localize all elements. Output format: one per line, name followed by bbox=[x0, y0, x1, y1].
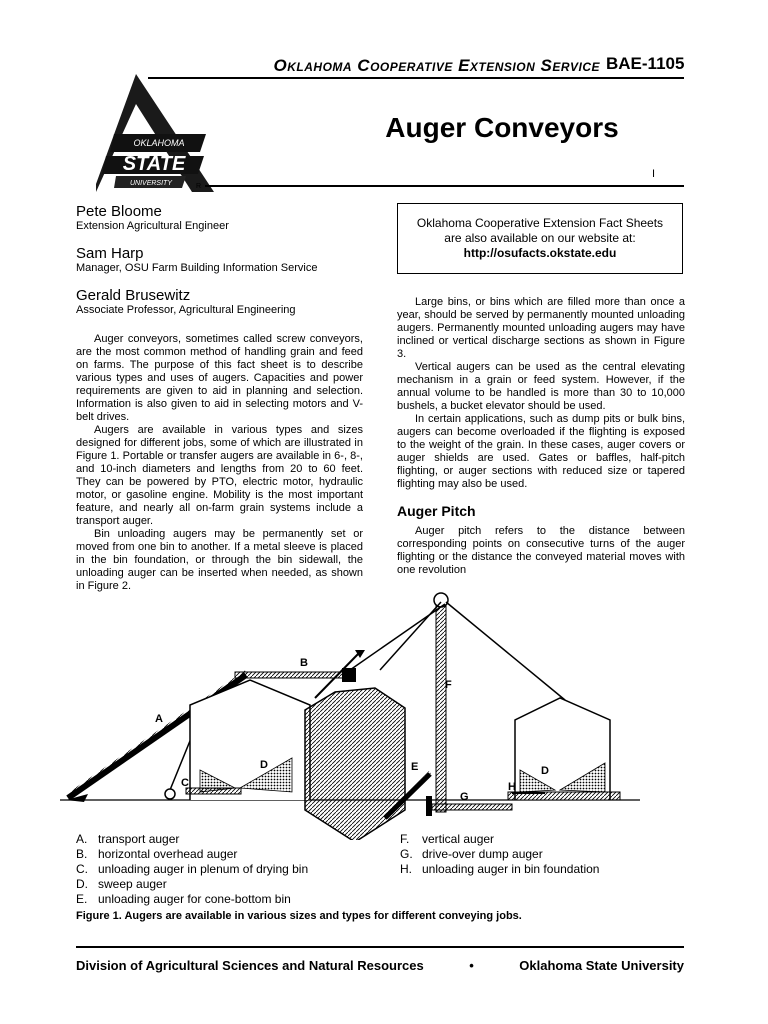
figure-label-e: E bbox=[411, 761, 419, 773]
right-column bbox=[397, 296, 685, 491]
left-paragraph-1: Auger conveyors, sometimes called screw conveyors, are the most common method of handling grain and feed on farms. The purpose of this fact sheet is to describe various types and uses of augers. Capacities and power requirements are given to aid in planning and selection. Information is also given to aid in selecting motors and V-belt drives. bbox=[76, 333, 363, 423]
logo-text-university: UNIVERSITY bbox=[129, 180, 173, 187]
right-paragraph-1: Large bins, or bins which are filled more than once a year, should be served by permanently mounted unloading augers. Permanently mounted unloading augers may have inclined or vertical discharge sections as shown in Figure 3. bbox=[397, 296, 685, 360]
legend-item: D. sweep auger bbox=[76, 877, 167, 891]
left-paragraph-2: Augers are available in various types and sizes designed for different jobs, some of which are illustrated in Figure 1. Portable or transfer augers are available in 6-, 8-, and 10-inch diameters and lengths from 20 to 60 feet. They can be powered by PTO, electric motor, hydraulic motor, or gasoline engine. Mobility is the most important feature, and nearly all on-farm grain systems include a transport auger. bbox=[76, 424, 363, 527]
osu-logo bbox=[96, 74, 214, 194]
author-role-1: Extension Agricultural Engineer bbox=[76, 220, 229, 232]
footer-rule bbox=[76, 946, 684, 948]
section-text: Auger pitch refers to the distance between corresponding points on consecutive turns of the auger flighting or the distance the conveyed material moves with one revolution bbox=[397, 525, 685, 576]
legend-item: E. unloading auger for cone-bottom bin bbox=[76, 892, 291, 906]
right-paragraph-2: Vertical augers can be used as the central elevating mechanism in a grain or feed system. However, if the annual volume to be handled is more than 30 to 10,000 bushels, a bucket elevator should be used. bbox=[397, 361, 685, 412]
legend-item: C. unloading auger in plenum of drying bin bbox=[76, 862, 309, 876]
figure-caption: Figure 1. Augers are available in various sizes and types for different conveying jobs. bbox=[76, 910, 522, 922]
header-rule bbox=[148, 77, 684, 79]
author-name-1: Pete Bloome bbox=[76, 203, 162, 220]
figure-label-h: H bbox=[508, 781, 516, 793]
left-paragraph-3: Bin unloading augers may be permanently set or moved from one bin to another. If a metal sleeve is placed in the bin foundation, or through the bin sidewall, the unloading auger can be inserted when needed, as shown in Figure 2. bbox=[76, 528, 363, 592]
footer-university: Oklahoma State University bbox=[519, 958, 684, 973]
figure-label-d-left: D bbox=[260, 759, 268, 771]
publication-number: BAE-1105 bbox=[606, 54, 685, 73]
series-title: Oklahoma Cooperative Extension Service bbox=[273, 56, 600, 75]
author-role-2: Manager, OSU Farm Building Information Service bbox=[76, 262, 318, 274]
stray-mark: I bbox=[652, 168, 656, 180]
figure-label-d-right: D bbox=[541, 765, 549, 777]
figure-label-c: C bbox=[181, 777, 189, 789]
figure-legend-right bbox=[400, 832, 599, 877]
right-paragraph-3: In certain applications, such as dump pits or bulk bins, augers can become overloaded if the flighting is exposed to the weight of the grain. In these cases, auger covers or auger shields are used. Gates or baffles, half-pitch flighting, or auger sections with reduced size or tapered flighting may also be used. bbox=[397, 413, 685, 490]
legend-item: A. transport auger bbox=[76, 832, 180, 846]
figure-label-f: F bbox=[445, 679, 452, 691]
figure-label-a: A bbox=[155, 713, 163, 725]
footer-division: Division of Agricultural Sciences and Natural Resources bbox=[76, 958, 424, 973]
figure-label-g: G bbox=[460, 791, 469, 803]
cone-bottom-bin bbox=[305, 688, 405, 840]
section-text-block bbox=[397, 525, 685, 577]
trademark-mark: R bbox=[196, 183, 202, 190]
figure-legend-left bbox=[76, 832, 308, 907]
legend-item: F. vertical auger bbox=[400, 832, 495, 846]
author-role-3: Associate Professor, Agricultural Engineering bbox=[76, 304, 296, 316]
fact-sheet-box bbox=[397, 203, 683, 274]
legend-item: G. drive-over dump auger bbox=[400, 847, 543, 861]
fact-box-line1: Oklahoma Cooperative Extension Fact Sheets bbox=[416, 216, 664, 230]
figure-label-b: B bbox=[300, 657, 308, 669]
figure-1-illustration bbox=[60, 580, 640, 840]
legend-item: H. unloading auger in bin foundation bbox=[400, 862, 600, 876]
logo-text-oklahoma: OKLAHOMA bbox=[133, 138, 185, 148]
footer-bullet: • bbox=[469, 958, 474, 973]
title-rule bbox=[205, 185, 684, 187]
legend-item: B. horizontal overhead auger bbox=[76, 847, 238, 861]
left-column bbox=[76, 333, 363, 593]
section-heading: Auger Pitch bbox=[397, 503, 476, 519]
fact-box-url[interactable]: http://osufacts.okstate.edu bbox=[463, 246, 617, 260]
logo-text-state: STATE bbox=[122, 153, 186, 175]
author-name-3: Gerald Brusewitz bbox=[76, 287, 191, 304]
author-name-2: Sam Harp bbox=[76, 245, 144, 262]
page-title: Auger Conveyors bbox=[385, 112, 619, 143]
footer bbox=[76, 958, 684, 973]
fact-box-line2: are also available on our website at: bbox=[444, 231, 636, 245]
